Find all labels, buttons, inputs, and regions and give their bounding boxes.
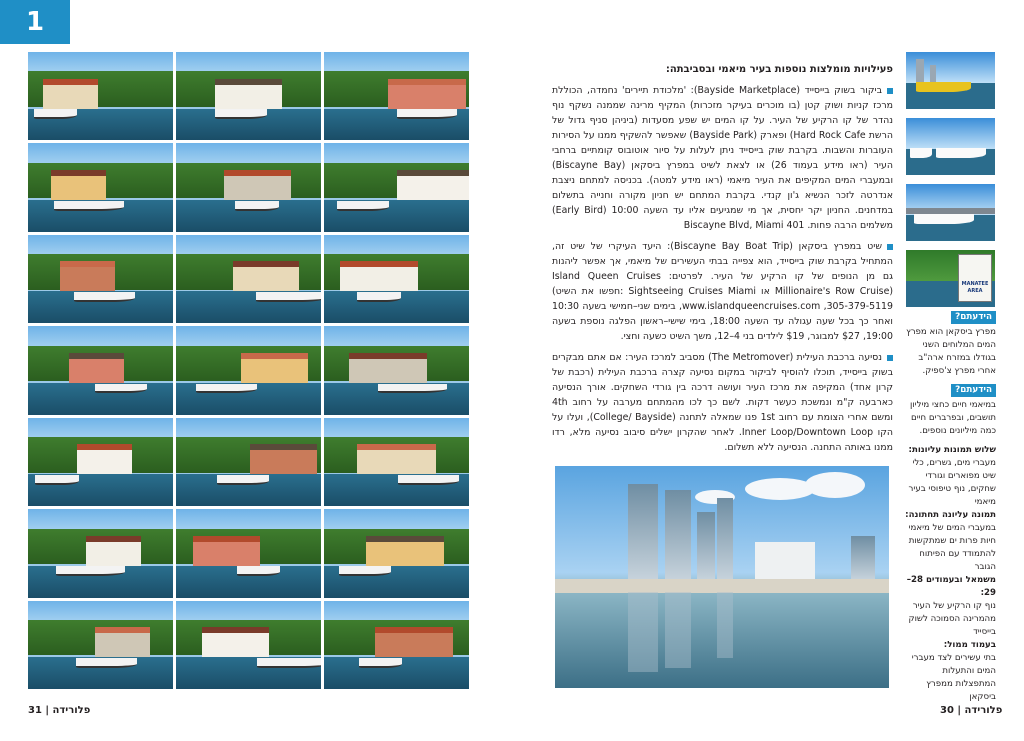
bullet-icon bbox=[887, 355, 893, 361]
villa-photo-tile bbox=[324, 143, 469, 231]
paragraph-bayside bbox=[552, 83, 893, 233]
did-you-know-box-2 bbox=[904, 384, 996, 438]
villa-photo-tile bbox=[176, 52, 321, 140]
did-you-know-text: במיאמי חיים כחצי מיליון תושבים, ובפרברים חיים כמה מיליונים נוספים. bbox=[909, 400, 996, 436]
did-you-know-text: מפרץ ביסקאן הוא מפרץ המים המלוחים השני בגודלו במזרח ארה"ב אחרי מפרץ צ'ספיק. bbox=[906, 327, 996, 376]
sidebar bbox=[904, 311, 996, 710]
villa-photo-tile bbox=[324, 509, 469, 597]
villa-photo-tile bbox=[176, 143, 321, 231]
folio-right: פלורידה | 30 bbox=[940, 705, 1003, 716]
photo-mosaic bbox=[28, 52, 469, 689]
manatee-sign: MANATEE AREA bbox=[958, 254, 992, 302]
villa-photo-tile bbox=[324, 52, 469, 140]
villa-photo-tile bbox=[176, 509, 321, 597]
folio-left: 31 | פלורידה bbox=[28, 705, 91, 716]
paragraph-text: שיט במפרץ ביסקאן (Biscayne Bay Boat Trip): היעד העיקרי של שיט זה, המתחיל בקרבת שוק בייסייד, הוא צפייה בבתי העשירים של מיאמי, אך אפשר ליהנות גם מן הנופים של קו הרקיע של העיר. לפרטים: Island Queen Cruises (Millionaire's Row Cruise או Sightseeing Cruises Miami :חפשו את השיט) 305-379-5119, www.islandqueencruises.com, בימים שני–חמישי בשעה 10:30 ואחר כך בכל שעה עגולה עד השעה 18:00, בימי שישי–ראשון הפלגה נוספת בשעה 19:00, $27 למבוגר, $19 לילדים בני 4–12, משך השיט כשעה וחצי. bbox=[552, 241, 894, 342]
villa-photo-tile bbox=[28, 601, 173, 689]
caption-title: משמאל ובעמודים 28–29: bbox=[906, 575, 996, 598]
paragraph-text: ביקור בשוק בייסייד (Bayside Marketplace): 'מלכודת תיירים' נחמדה, הכוללת מרכז קניות ושוק קטן (בו מוכרים בעיקר מזכרות) המקיף מרינה שממנה נשקף נוף נהדר של קו הרקיע של העיר. על קו המים יש שפע מסעדות (ביניהן סניף גדול של הרשת Hard Rock Cafe) ופארק (Bayside Park) שאפשר להשקיף ממנו על הסירות העוברות והשבות. בקרבת שוק בייסייד ניתן לעלות על סיור אוטובוס קומתיים ברחבי העיר (ראו מידע בעמוד 26) או לצאת לשיט במפרץ ביסקאן (Biscayne Bay) ובמעברי המים המקיפים את העיר מיאמי (ראו מידע למטה). בכניסה למתחם ניצבת אנדרטה לזכר הנשיא ג'ון קנדי. בקרבת המתחם יש חניון מקורה וחנייה בתשלום במדחנים. החניון יקר יחסית, אך מי שמגיעים אליו עד השעה 10:00 (Early Bird) משלמים הרבה פחות. 401 Biscayne Blvd, Miami bbox=[552, 85, 893, 231]
villa-photo-tile bbox=[176, 601, 321, 689]
caption-text: בתי עשירים לצד מעברי המים והתעלות המתפצלות ממפרץ ביסקאן bbox=[911, 653, 996, 702]
thumb-marina-photo bbox=[906, 52, 995, 109]
villa-photo-tile bbox=[28, 509, 173, 597]
caption-text: במעברי המים של מיאמי חיות פרות ים שמתקשות להתמודד עם הפיתוח הגובר bbox=[908, 523, 996, 572]
villa-photo-tile bbox=[28, 52, 173, 140]
villa-photo-tile bbox=[28, 235, 173, 323]
villa-photo-tile bbox=[28, 143, 173, 231]
caption-title: בעמוד ממול: bbox=[943, 640, 996, 650]
caption-title: שלוש תמונות עליונות: bbox=[908, 445, 996, 455]
paragraph-boat-trip bbox=[552, 239, 893, 344]
paragraph-text: נסיעה ברכבת העילית (The Metromover) מסביב למרכז העיר: אם אתם מבקרים בשוק בייסייד, תוכלו להוסיף לביקור במקום נסיעה קצרה ברכבת העילית (רכבת של קרון אחד) המקיפה את מרכז העיר ועושה דרכה בין גורדי השחקים. אורך הנסיעה כארבעה ק"מ ונמשכת כעשר דקות. לשם כך לכו מהמתחם מערבה על רחוב 4th ומשם אחרי הצומת עם רחוב 1st פנו שמאלה לתחנה (College/ Bayside), ועלו על הקו Inner Loop/Downtown Loop. לאחר שהקרון ישלים סיבוב נסיעה מלא, רדו ממנו באותה התחנה. הנסיעה ללא תשלום. bbox=[552, 352, 894, 453]
thumb-yachts-photo bbox=[906, 118, 995, 175]
bullet-icon bbox=[887, 244, 893, 250]
villa-photo-tile bbox=[324, 326, 469, 414]
chapter-tab: 1 bbox=[0, 0, 70, 44]
caption-title: תמונה עליונה תחתונה: bbox=[905, 510, 996, 520]
thumb-bridge-photo bbox=[906, 184, 995, 241]
photo-captions bbox=[904, 444, 996, 704]
villa-photo-tile bbox=[176, 326, 321, 414]
article-column bbox=[552, 62, 893, 461]
skyline-harbor-photo bbox=[555, 466, 889, 688]
thumb-manatee-sign-photo bbox=[906, 250, 995, 307]
villa-photo-tile bbox=[324, 235, 469, 323]
paragraph-metromover bbox=[552, 350, 893, 455]
caption-text: נוף קו הרקיע של העיר מהמרינה הסמוכה לשוק בייסייד bbox=[908, 601, 996, 637]
section-heading: פעילויות מומלצות נוספות בעיר מיאמי ובסביבתה: bbox=[665, 64, 893, 75]
villa-photo-tile bbox=[176, 418, 321, 506]
villa-photo-tile bbox=[28, 418, 173, 506]
did-you-know-title: הידעתם? bbox=[951, 384, 996, 397]
did-you-know-box-1 bbox=[904, 311, 996, 378]
did-you-know-title: הידעתם? bbox=[951, 311, 996, 324]
villa-photo-tile bbox=[28, 326, 173, 414]
villa-photo-tile bbox=[324, 418, 469, 506]
villa-photo-tile bbox=[176, 235, 321, 323]
bullet-icon bbox=[887, 88, 893, 94]
caption-text: מעברי מים, גשרים, כלי שיט מפוארים וגורדי שחקים, נוף טיפוסי בעיר מיאמי bbox=[908, 458, 996, 507]
villa-photo-tile bbox=[324, 601, 469, 689]
